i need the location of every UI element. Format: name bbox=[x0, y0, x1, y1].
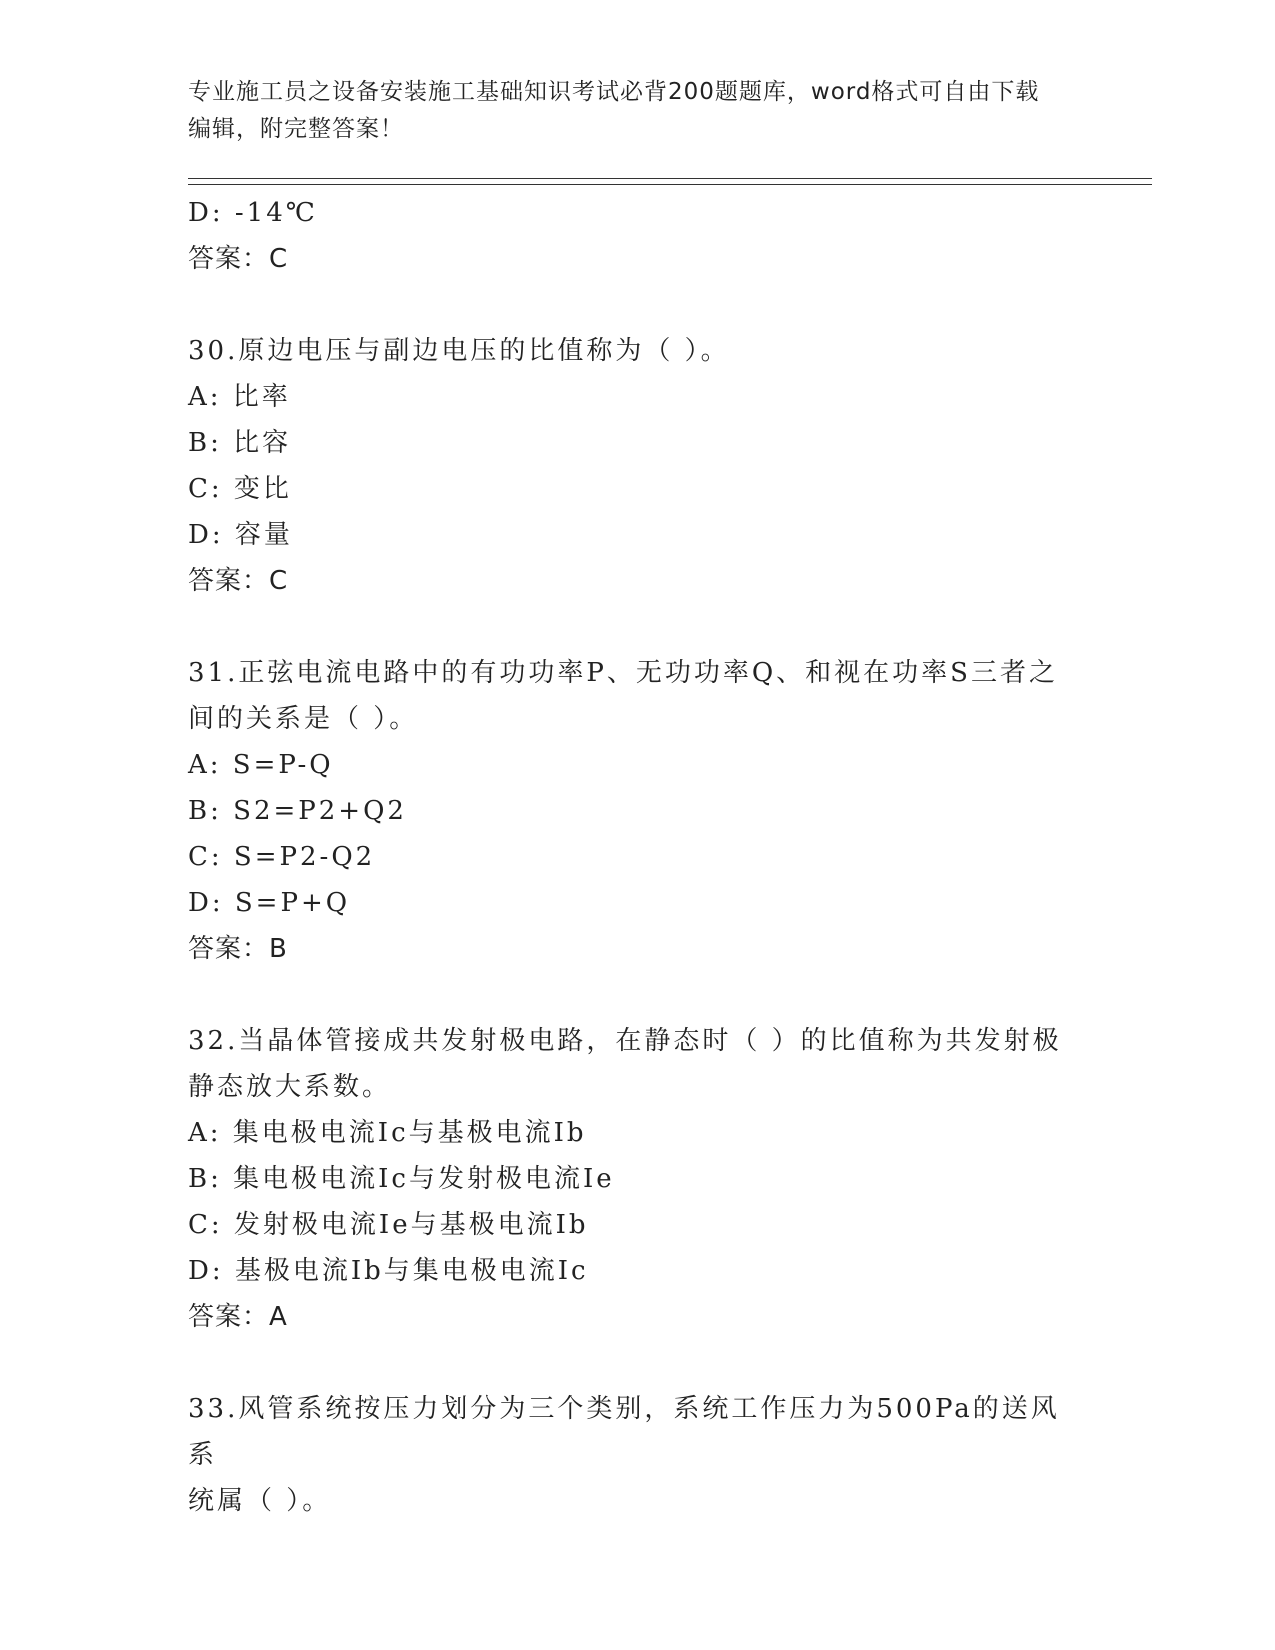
question-33 bbox=[188, 1386, 1088, 1524]
question-32-option-c: C: 发射极电流Ie与基极电流Ib bbox=[188, 1210, 589, 1240]
question-30-stem: 30.原边电压与副边电压的比值称为（ ）。 bbox=[188, 336, 730, 366]
question-31-answer: 答案：B bbox=[188, 934, 288, 964]
question-31-option-d: D: S=P+Q bbox=[188, 888, 351, 918]
spacer bbox=[188, 972, 1088, 1018]
question-30-option-b: B: 比容 bbox=[188, 428, 292, 458]
question-30-option-a: A: 比率 bbox=[188, 382, 291, 412]
spacer bbox=[188, 282, 1088, 328]
question-30 bbox=[188, 328, 1088, 604]
question-30-option-c: C: 变比 bbox=[188, 474, 292, 504]
question-31-option-b: B: S2=P2+Q2 bbox=[188, 796, 407, 826]
question-33-stem-line-1: 33.风管系统按压力划分为三个类别，系统工作压力为500Pa的送风系 bbox=[188, 1394, 1060, 1470]
question-32-option-b: B: 集电极电流Ic与发射极电流Ie bbox=[188, 1164, 615, 1194]
question-32-option-a: A: 集电极电流Ic与基极电流Ib bbox=[188, 1118, 587, 1148]
question-30-option-d: D: 容量 bbox=[188, 520, 293, 550]
question-30-answer: 答案：C bbox=[188, 566, 289, 596]
question-32-stem-line-1: 32.当晶体管接成共发射极电路，在静态时（ ）的比值称为共发射极 bbox=[188, 1026, 1062, 1056]
header-line-1: 专业施工员之设备安装施工基础知识考试必背200题题库，word格式可自由下载 bbox=[188, 79, 1040, 105]
question-31-option-a: A: S=P-Q bbox=[188, 750, 334, 780]
question-33-stem-line-2: 统属（ ）。 bbox=[188, 1486, 332, 1516]
question-32-stem-line-2: 静态放大系数。 bbox=[188, 1072, 392, 1102]
document-header bbox=[188, 74, 1088, 148]
question-31 bbox=[188, 650, 1088, 972]
prev-option-d: D: -14℃ bbox=[188, 198, 318, 228]
question-32-option-d: D: 基极电流Ib与集电极电流Ic bbox=[188, 1256, 589, 1286]
question-31-option-c: C: S=P2-Q2 bbox=[188, 842, 376, 872]
spacer bbox=[188, 1340, 1088, 1386]
prev-answer: 答案：C bbox=[188, 244, 289, 274]
question-31-stem-line-2: 间的关系是（ ）。 bbox=[188, 704, 419, 734]
question-31-stem-line-1: 31.正弦电流电路中的有功功率P、无功功率Q、和视在功率S三者之 bbox=[188, 658, 1058, 688]
question-32 bbox=[188, 1018, 1088, 1340]
spacer bbox=[188, 604, 1088, 650]
question-list bbox=[188, 190, 1088, 1524]
question-32-answer: 答案：A bbox=[188, 1302, 288, 1332]
header-divider bbox=[188, 178, 1152, 185]
header-line-2: 编辑，附完整答案！ bbox=[188, 116, 404, 142]
